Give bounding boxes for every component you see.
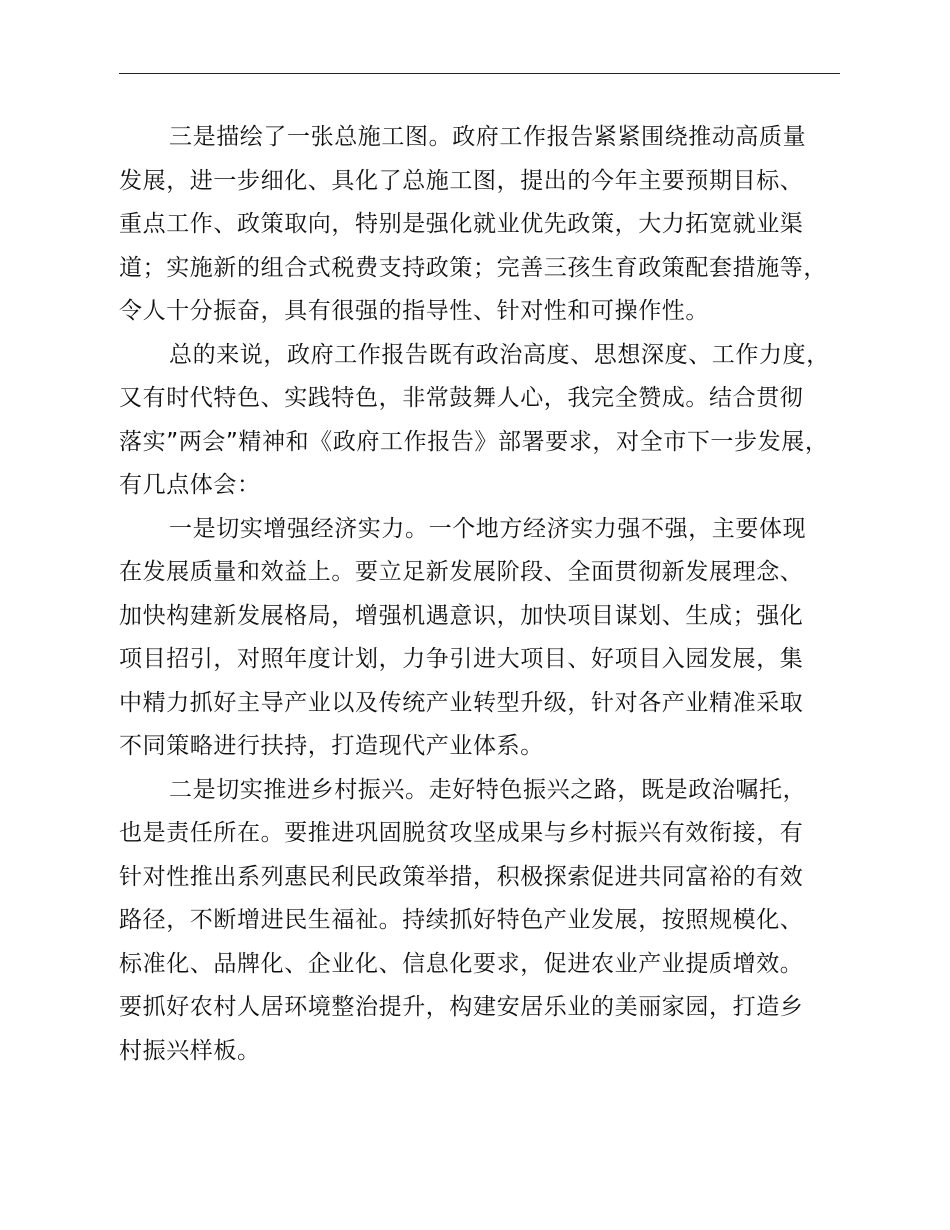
text-line: 道；实施新的组合式税费支持政策；完善三孩生育政策配套措施等， (119, 254, 827, 281)
paragraph-first-line: 一是切实增强经济实力。一个地方经济实力强不强，主要体现 (169, 515, 807, 542)
text-line: 中精力抓好主导产业以及传统产业转型升级，针对各产业精准采取 (119, 689, 804, 716)
text-line: 加快构建新发展格局，增强机遇意识，加快项目谋划、生成；强化 (119, 602, 804, 629)
text-line: 要抓好农村人居环境整治提升，构建安居乐业的美丽家园，打造乡 (119, 994, 804, 1020)
header-rule (119, 73, 840, 74)
text-line: 项目招引，对照年度计划，力争引进大项目、好项目入园发展，集 (119, 646, 804, 672)
text-line: 在发展质量和效益上。要立足新发展阶段、全面贯彻新发展理念、 (119, 559, 804, 585)
text-line: 路径，不断增进民生福祉。持续抓好特色产业发展，按照规模化、 (119, 907, 804, 933)
text-line: 标准化、品牌化、企业化、信息化要求，促进农业产业提质增效。 (119, 950, 804, 977)
paragraph-first-line: 总的来说，政府工作报告既有政治高度、思想深度、工作力度， (169, 341, 830, 368)
text-line: 有几点体会： (119, 472, 261, 498)
paragraph-first-line: 二是切实推进乡村振兴。走好特色振兴之路，既是政治嘱托， (169, 776, 807, 803)
text-line: 落实”两会”精神和《政府工作报告》部署要求，对全市下一步发展， (119, 428, 829, 455)
document-body (119, 116, 879, 1073)
text-line: 不同策略进行扶持，打造现代产业体系。 (119, 733, 544, 759)
text-line: 重点工作、政策取向，特别是强化就业优先政策，大力拓宽就业渠 (119, 211, 804, 237)
text-line: 也是责任所在。要推进巩固脱贫攻坚成果与乡村振兴有效衔接，有 (119, 820, 804, 846)
text-line: 又有时代特色、实践特色，非常鼓舞人心，我完全赞成。结合贯彻 (119, 385, 804, 411)
text-line: 村振兴样板。 (119, 1037, 261, 1064)
text-line: 针对性推出系列惠民利民政策举措，积极探索促进共同富裕的有效 (119, 863, 804, 890)
paragraph-first-line: 三是描绘了一张总施工图。政府工作报告紧紧围绕推动高质量 (169, 124, 807, 150)
text-line: 发展，进一步细化、具化了总施工图，提出的今年主要预期目标、 (119, 167, 804, 194)
text-line: 令人十分振奋，具有很强的指导性、针对性和可操作性。 (119, 298, 709, 324)
